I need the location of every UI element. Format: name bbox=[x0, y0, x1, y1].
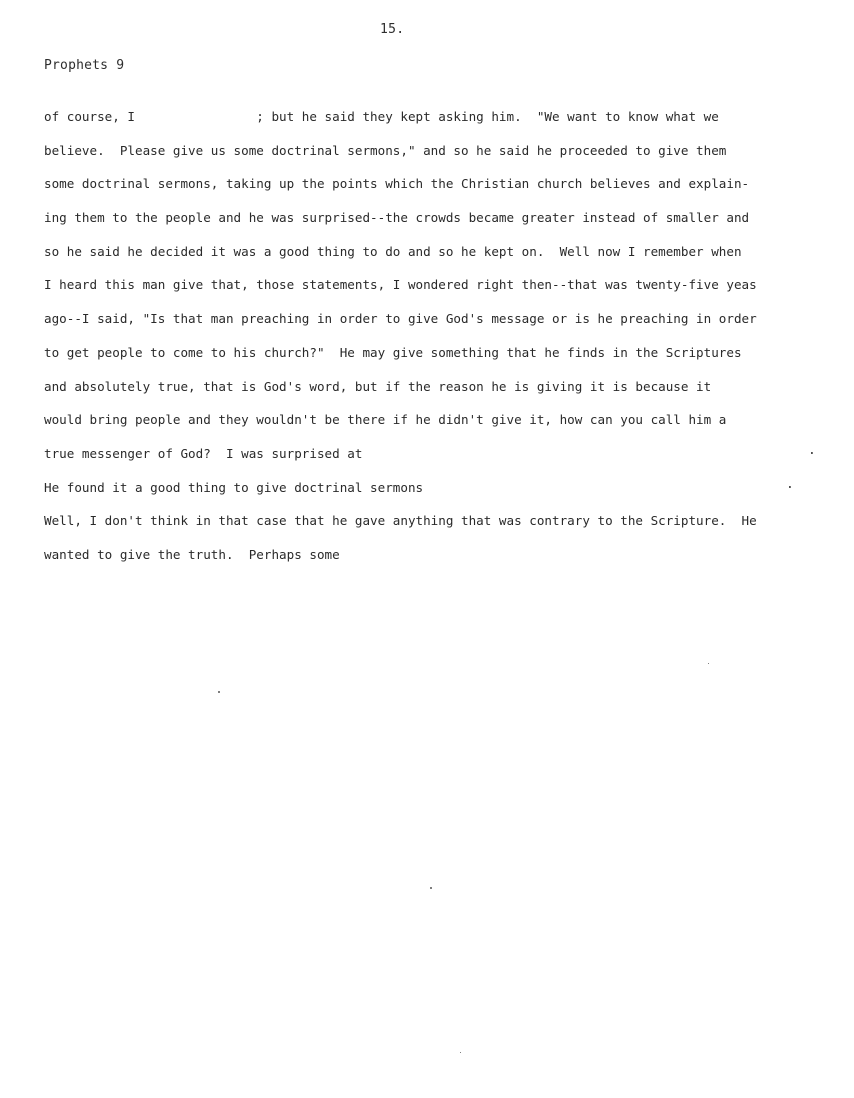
text-line: believe. Please give us some doctrinal sermons," and so he said he proceeded to give them bbox=[44, 142, 727, 158]
paper-speck bbox=[708, 663, 709, 664]
paper-speck bbox=[218, 691, 220, 693]
paper-speck bbox=[460, 1052, 461, 1053]
text-line: true messenger of God? I was surprised at bbox=[44, 445, 363, 461]
text-line: wanted to give the truth. Perhaps some bbox=[44, 546, 340, 562]
text-line: and absolutely true, that is God's word, but if the reason he is giving it is because it bbox=[44, 378, 712, 394]
line-end-period: . bbox=[808, 443, 816, 458]
text-line: would bring people and they wouldn't be there if he didn't give it, how can you call him a bbox=[44, 412, 727, 428]
page-number: 15. bbox=[380, 22, 405, 37]
text-line: some doctrinal sermons, taking up the points which the Christian church believes and explain- bbox=[44, 176, 750, 192]
text-line: to get people to come to his church?" He may give something that he finds in the Scriptures bbox=[44, 344, 742, 360]
text-line: He found it a good thing to give doctrinal sermons bbox=[44, 479, 424, 495]
text-line: ago--I said, "Is that man preaching in order to give God's message or is he preaching in order bbox=[44, 311, 757, 327]
paper-speck bbox=[430, 887, 432, 889]
text-line: Well, I don't think in that case that he gave anything that was contrary to the Scripture. He bbox=[44, 513, 757, 529]
text-line: ing them to the people and he was surprised--the crowds became greater instead of smaller and bbox=[44, 210, 750, 226]
body-text bbox=[44, 107, 834, 579]
line-end-period: . bbox=[786, 477, 794, 492]
text-line: so he said he decided it was a good thing to do and so he kept on. Well now I remember when bbox=[44, 243, 742, 259]
running-header: Prophets 9 bbox=[44, 58, 125, 73]
text-line: of course, I ; but he said they kept asking him. "We want to know what we bbox=[44, 109, 719, 124]
text-line: I heard this man give that, those statements, I wondered right then--that was twenty-five yeas bbox=[44, 277, 757, 293]
